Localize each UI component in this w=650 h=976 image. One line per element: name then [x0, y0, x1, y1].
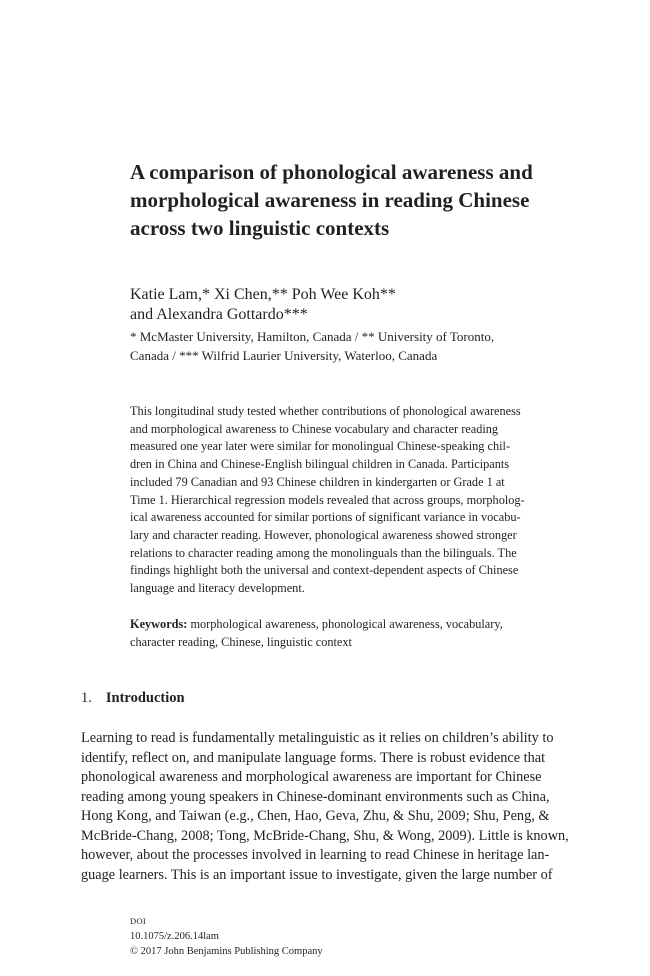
abstract-line: language and literacy development.: [130, 581, 305, 596]
keywords-line-2: character reading, Chinese, linguistic context: [130, 634, 352, 649]
abstract: [130, 403, 570, 598]
title-line: morphological awareness in reading Chinese: [130, 188, 530, 212]
section-heading: [81, 690, 185, 707]
abstract-line: findings highlight both the universal and context-dependent aspects of Chinese: [130, 563, 519, 578]
abstract-line: measured one year later were similar for monolingual Chinese-speaking chil-: [130, 439, 511, 454]
body-line: phonological awareness and morphological awareness are important for Chinese: [81, 769, 542, 785]
body-line: Learning to read is fundamentally metalinguistic as it relies on children’s ability to: [81, 730, 554, 746]
abstract-line: included 79 Canadian and 93 Chinese children in kindergarten or Grade 1 at: [130, 474, 505, 489]
doi-line: [130, 914, 323, 944]
doi-value: 10.1075/z.206.14lam: [130, 931, 219, 942]
keywords-text: morphological awareness, phonological awareness, vocabulary,: [187, 617, 503, 631]
abstract-line: and morphological awareness to Chinese vocabulary and character reading: [130, 421, 499, 436]
author-line: Katie Lam,* Xi Chen,** Poh Wee Koh**: [130, 286, 396, 303]
section-number: 1.: [81, 690, 92, 706]
abstract-line: ical awareness accounted for similar portions of significant variance in vocabu-: [130, 510, 521, 525]
article-title: [130, 158, 580, 242]
body-line: McBride-Chang, 2008; Tong, McBride-Chang, Shu, & Wong, 2009). Little is known,: [81, 827, 569, 844]
body-line: identify, reflect on, and manipulate language forms. There is robust evidence that: [81, 749, 546, 766]
affiliation-line: Canada / *** Wilfrid Laurier University, Waterloo, Canada: [130, 348, 438, 363]
keywords-line-1: [130, 616, 570, 634]
body-line: reading among young speakers in Chinese-dominant environments such as China,: [81, 788, 550, 805]
affiliation-line: * McMaster University, Hamilton, Canada / ** University of Toronto,: [130, 329, 495, 344]
section-title: Introduction: [105, 690, 185, 706]
body-line: guage learners. This is an important issue to investigate, given the large number of: [81, 866, 553, 883]
title-line: A comparison of phonological awareness and: [130, 160, 533, 184]
doi-label: DOI: [130, 916, 147, 926]
body-line: however, about the processes involved in learning to read Chinese in heritage lan-: [81, 847, 550, 863]
title-line: across two linguistic contexts: [130, 216, 390, 240]
affiliations: [130, 327, 590, 365]
abstract-line: dren in China and Chinese-English bilingual children in Canada. Participants: [130, 457, 510, 472]
author-list: [130, 285, 590, 325]
author-line: and Alexandra Gottardo***: [130, 306, 308, 323]
page-footer: [130, 914, 323, 959]
abstract-line: relations to character reading among the monolinguals than the bilinguals. The: [130, 545, 517, 560]
abstract-line: Time 1. Hierarchical regression models revealed that across groups, morpholog-: [130, 492, 525, 507]
keywords-label: Keywords:: [130, 617, 188, 631]
keywords: [130, 616, 570, 651]
copyright: © 2017 John Benjamins Publishing Company: [130, 946, 323, 957]
abstract-line: lary and character reading. However, phonological awareness showed stronger: [130, 527, 517, 542]
abstract-line: This longitudinal study tested whether contributions of phonological awareness: [130, 404, 521, 418]
body-line: Hong Kong, and Taiwan (e.g., Chen, Hao, Geva, Zhu, & Shu, 2009; Shu, Peng, &: [81, 808, 550, 824]
body-paragraph: [81, 729, 571, 885]
